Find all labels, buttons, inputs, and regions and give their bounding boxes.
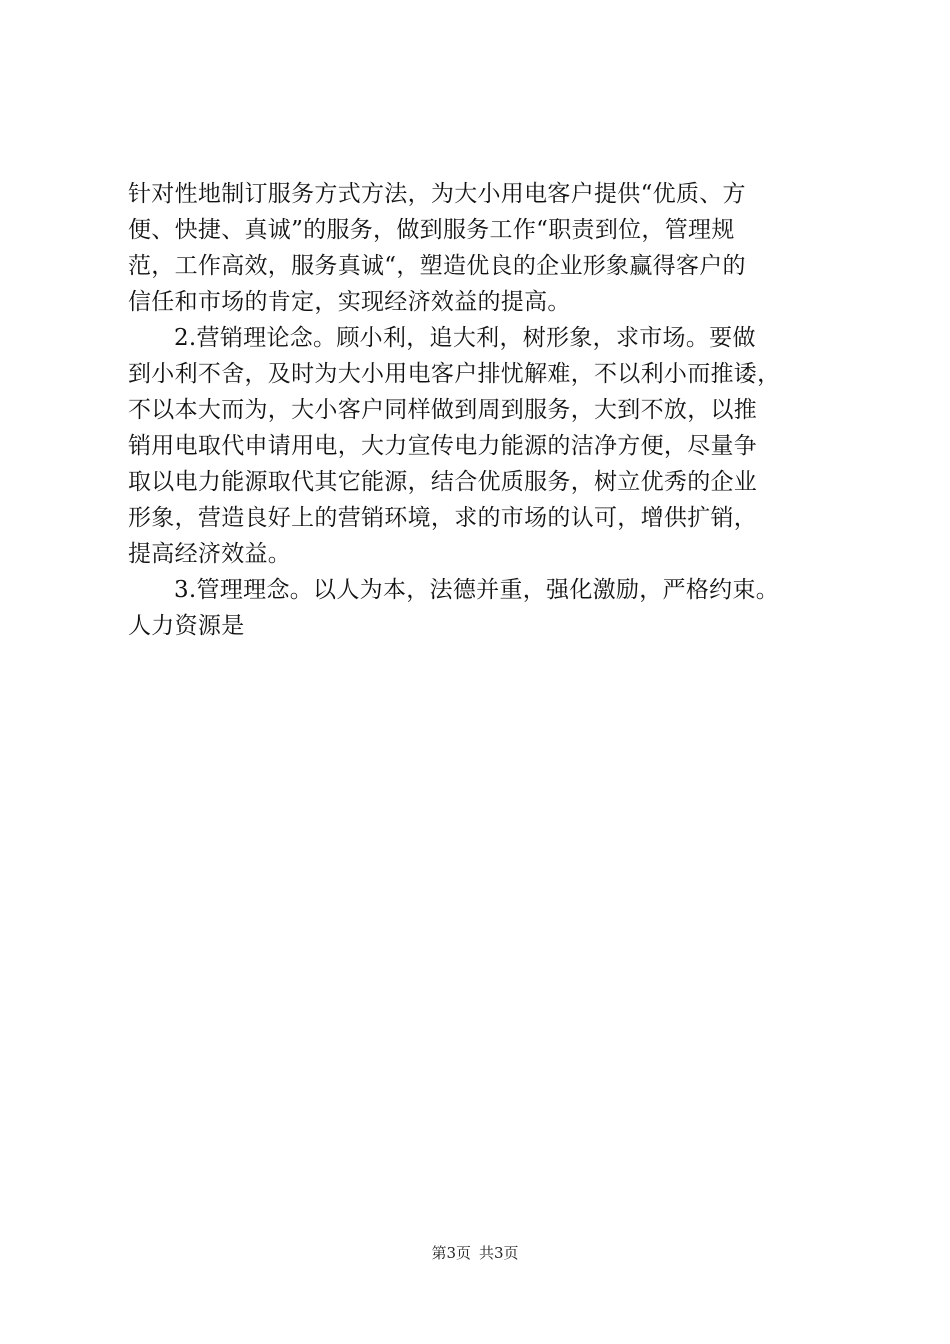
page-number-current: 第3页 — [431, 1244, 471, 1262]
document-body — [128, 176, 848, 644]
text-line: 信任和市场的肯定，实现经济效益的提高。 — [128, 289, 571, 315]
text-line: 形象，营造良好上的营销环境，求的市场的认可，增供扩销， — [128, 505, 758, 531]
text-line: 范，工作高效，服务真诚“，塑造优良的企业形象赢得客户的 — [128, 253, 746, 279]
text-line: 提高经济效益。 — [128, 541, 292, 567]
text-line: 到小利不舍，及时为大小用电客户排忧解难，不以利小而推诿， — [128, 361, 781, 387]
text-line: 取以电力能源取代其它能源，结合优质服务，树立优秀的企业 — [128, 469, 758, 495]
text-line: 不以本大而为，大小客户同样做到周到服务，大到不放，以推 — [128, 397, 758, 423]
paragraph-start-line: 2.营销理论念。顾小利，追大利，树形象，求市场。要做 — [174, 325, 756, 351]
text-line: 便、快捷、真诚”的服务，做到服务工作“职责到位，管理规 — [128, 217, 735, 243]
text-line: 人力资源是 — [128, 613, 245, 639]
page-footer — [0, 1243, 950, 1263]
text-line: 针对性地制订服务方式方法，为大小用电客户提供“优质、方 — [128, 181, 746, 207]
page-number-total: 共3页 — [479, 1244, 519, 1262]
paragraph-start-line: 3.管理理念。以人为本，法德并重，强化激励，严格约束。 — [174, 577, 780, 603]
text-line: 销用电取代申请用电，大力宣传电力能源的洁净方便，尽量争 — [128, 433, 758, 459]
